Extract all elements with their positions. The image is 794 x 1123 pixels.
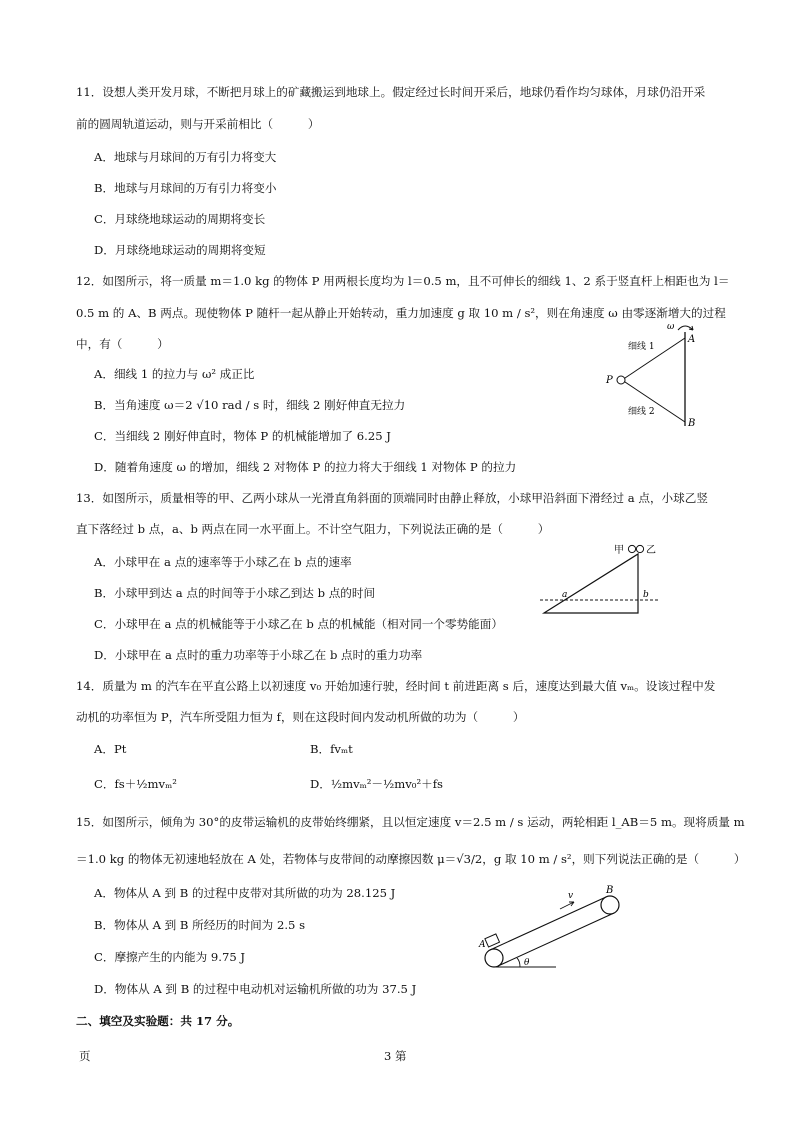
q11-option-a: A．地球与月球间的万有引力将变大 [94,150,277,164]
q14-option-c: C．fs＋½mvₘ² [94,777,177,791]
q11-option-c: C．月球绕地球运动的周期将变长 [94,212,266,226]
q13-stem-line1: 13．如图所示，质量相等的甲、乙两小球从一光滑直角斜面的顶端同时由静止释放，小球甲沿斜面下滑经过 a 点，小球乙竖 [76,491,708,505]
q15-stem-line2: ＝1.0 kg 的物体无初速地轻放在 A 处，若物体与皮带间的动摩擦因数 μ＝√3/2，g 取 10 m / s²，则下列说法正确的是（ ） [76,852,746,866]
q11-option-d: D．月球绕地球运动的周期将变短 [94,243,266,257]
q12-stem-line3: 中，有（ ） [76,337,169,351]
q15-fig-velocity-label: v [568,891,574,901]
q11-stem-line1: 11．设想人类开发月球，不断把月球上的矿藏搬运到地球上。假定经过长时间开采后，地球仍看作均匀球体，月球仍沿开采 [76,85,706,99]
q15-stem-line1: 15．如图所示，倾角为 30°的皮带运输机的皮带始终绷紧，且以恒定速度 v＝2.5 m / s 运动，两轮相距 l_AB＝5 m。现将质量 m [76,815,745,829]
section-2-heading: 二、填空及实验题：共 17 分。 [76,1014,240,1028]
q15-option-a: A．物体从 A 到 B 的过程中皮带对其所做的功为 28.125 J [94,886,396,900]
q13-fig-point-a: a [562,590,568,600]
footer-page-number: 3 第 [384,1049,407,1063]
q15-option-c: C．摩擦产生的内能为 9.75 J [94,950,246,964]
q12-fig-line1-label: 细线 1 [628,342,655,352]
q13-stem-line2: 直下落经过 b 点，a、b 两点在同一水平面上。不计空气阻力，下列说法正确的是（ ） [76,522,550,536]
q13-option-a: A．小球甲在 a 点的速率等于小球乙在 b 点的速率 [94,555,352,569]
q14-option-d: D．½mvₘ²－½mv₀²＋fs [310,777,443,791]
q13-option-d: D．小球甲在 a 点时的重力功率等于小球乙在 b 点时的重力功率 [94,648,423,662]
q11-stem-line2: 前的圆周轨道运动，则与开采前相比（ ） [76,117,320,131]
q13-fig-label-yi: 乙 [646,545,656,556]
q15-option-b: B．物体从 A 到 B 所经历的时间为 2.5 s [94,918,306,932]
q12-option-c: C．当细线 2 刚好伸直时，物体 P 的机械能增加了 6.25 J [94,429,391,443]
q12-fig-point-p: P [606,375,613,386]
q14-option-b: B．fvₘt [310,742,353,756]
q15-fig-point-b: B [606,885,614,896]
q15-option-d: D．物体从 A 到 B 的过程中电动机对运输机所做的功为 37.5 J [94,982,417,996]
q12-figure-rod-pendulum [600,318,710,430]
q12-fig-line2-label: 细线 2 [628,407,655,417]
q12-fig-point-b: B [688,418,696,429]
q15-fig-point-a: A [479,940,486,950]
q11-option-b: B．地球与月球间的万有引力将变小 [94,181,277,195]
q12-fig-point-a: A [688,334,696,345]
q12-option-d: D．随着角速度 ω 的增加，细线 2 对物体 P 的拉力将大于细线 1 对物体 P 的拉力 [94,460,517,474]
q12-option-a: A．细线 1 的拉力与 ω² 成正比 [94,367,255,381]
q12-stem-line1: 12．如图所示，将一质量 m＝1.0 kg 的物体 P 用两根长度均为 l＝0.5 m，且不可伸长的细线 1、2 系于竖直杆上相距也为 l＝ [76,274,730,288]
q14-option-a: A．Pt [94,742,127,756]
q13-option-b: B．小球甲到达 a 点的时间等于小球乙到达 b 点的时间 [94,586,376,600]
q12-stem-line2: 0.5 m 的 A、B 两点。现使物体 P 随杆一起从静止开始转动，重力加速度 g 取 10 m / s²，则在角速度 ω 由零逐渐增大的过程 [76,306,726,320]
q12-option-b: B．当角速度 ω＝2 √10 rad / s 时，细线 2 刚好伸直无拉力 [94,398,406,412]
q14-stem-line2: 动机的功率恒为 P，汽车所受阻力恒为 f，则在这段时间内发动机所做的功为（ ） [76,710,525,724]
q13-figure-inclined-plane [540,540,670,616]
q14-stem-line1: 14．质量为 m 的汽车在平直公路上以初速度 v₀ 开始加速行驶，经时间 t 前进距离 s 后，速度达到最大值 vₘ。设该过程中发 [76,679,716,693]
q13-option-c: C．小球甲在 a 点的机械能等于小球乙在 b 点的机械能（相对同一个零势能面） [94,617,503,631]
q15-fig-angle-theta: θ [524,958,530,968]
q12-fig-omega-label: ω [667,322,675,332]
q13-fig-point-b: b [643,590,649,600]
q15-figure-conveyor-belt [476,884,636,976]
footer-left-text: 页 [79,1049,91,1063]
q13-fig-label-jia: 甲 [614,545,624,556]
